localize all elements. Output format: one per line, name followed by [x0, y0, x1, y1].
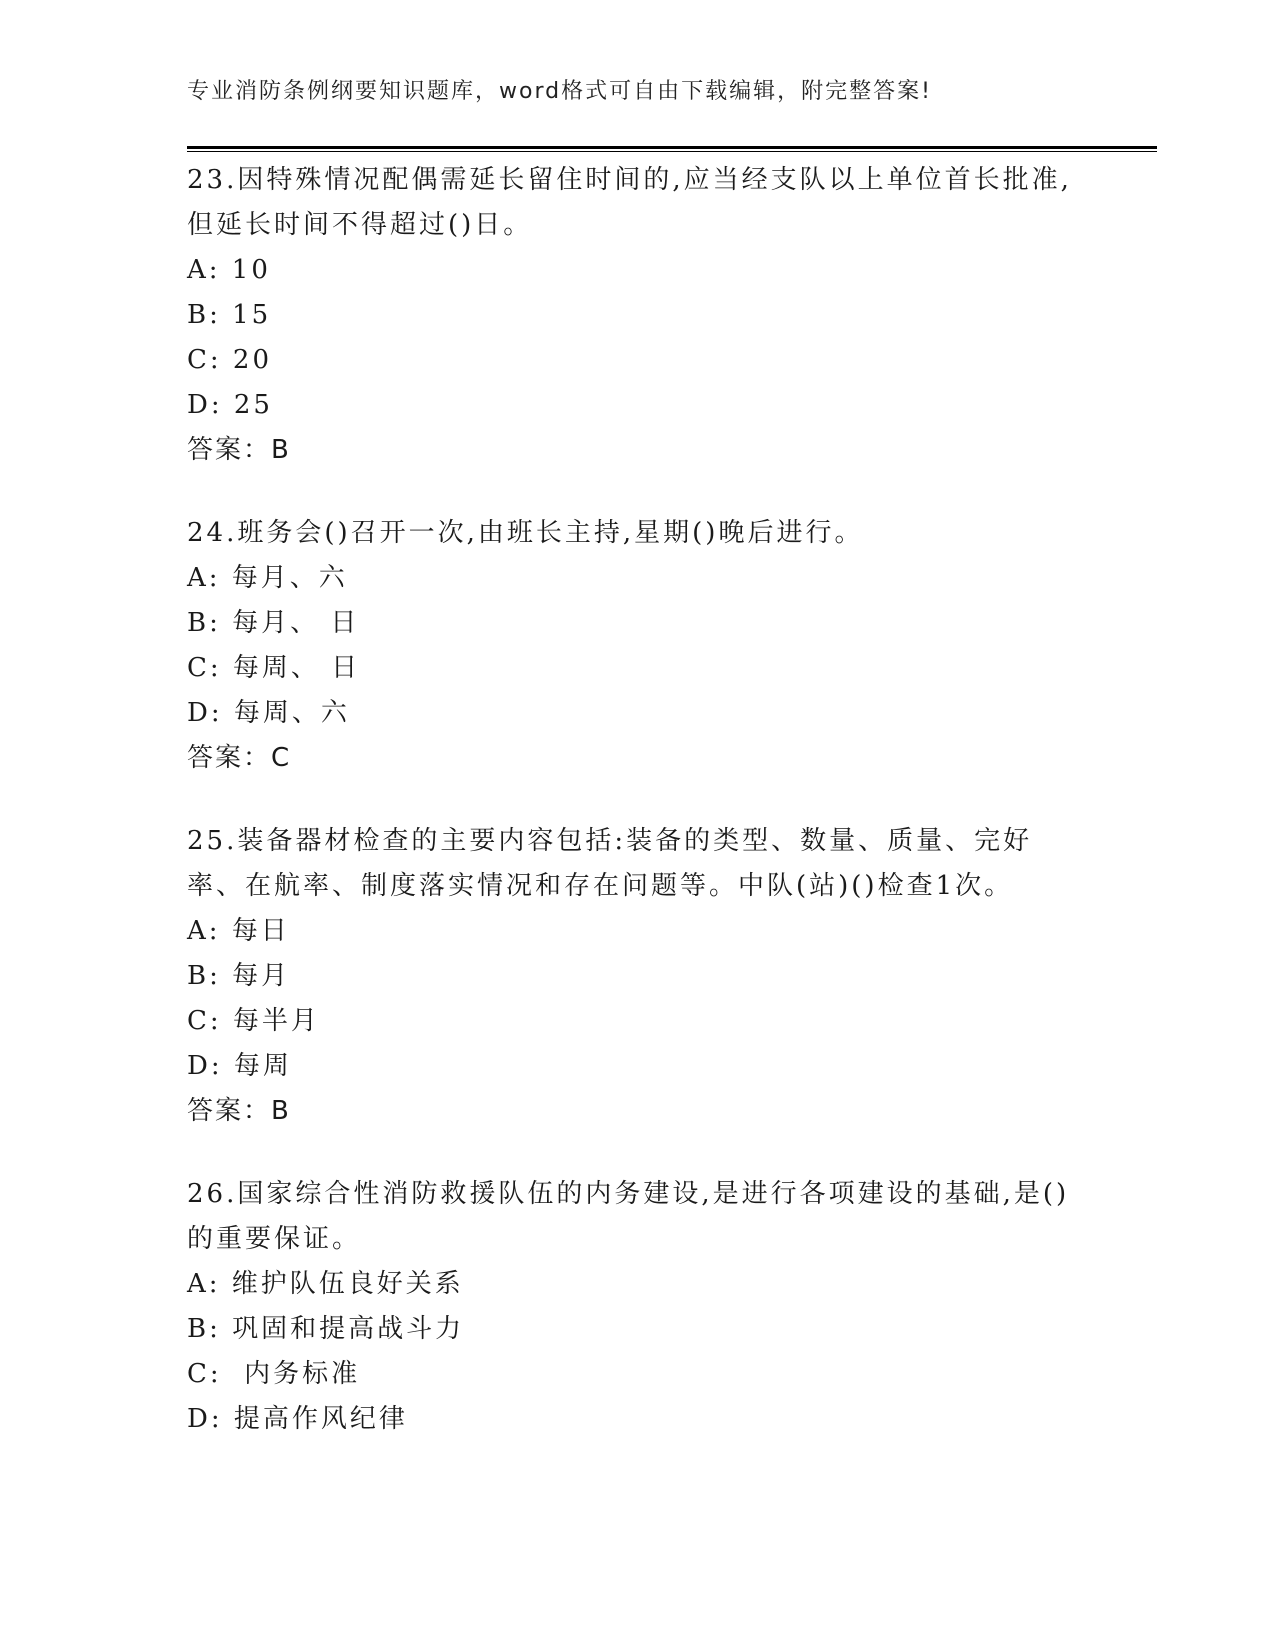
header-note: 专业消防条例纲要知识题库，word格式可自由下载编辑，附完整答案! [187, 79, 932, 104]
option-a: A: 维护队伍良好关系 [187, 1269, 464, 1299]
question-stem: 26.国家综合性消防救援队伍的内务建设,是进行各项建设的基础,是()的重要保证。 [187, 1179, 1070, 1254]
question-23 [187, 158, 1087, 473]
option-d: D: 25 [187, 390, 273, 420]
answer-line: 答案：C [187, 743, 292, 773]
option-d: D: 提高作风纪律 [187, 1404, 408, 1434]
option-b: B: 每月 [187, 961, 291, 991]
question-25 [187, 819, 1087, 1134]
header-rule-thin [187, 151, 1157, 152]
question-list [187, 158, 1087, 1480]
question-26 [187, 1172, 1087, 1442]
option-c: C: 每半月 [187, 1006, 320, 1036]
option-b: B: 15 [187, 300, 272, 330]
option-c: C: 每周、 日 [187, 653, 361, 683]
option-b: B: 巩固和提高战斗力 [187, 1314, 465, 1344]
option-a: A: 10 [187, 255, 271, 285]
option-d: D: 每周、六 [187, 698, 350, 728]
option-b: B: 每月、 日 [187, 608, 360, 638]
answer-line: 答案：B [187, 1096, 291, 1126]
answer-line: 答案：B [187, 435, 291, 465]
option-a: A: 每月、六 [187, 563, 348, 593]
option-d: D: 每周 [187, 1051, 292, 1081]
question-stem: 23.因特殊情况配偶需延长留住时间的,应当经支队以上单位首长批准,但延长时间不得超过()日。 [187, 165, 1072, 240]
header-rule-thick [187, 146, 1157, 149]
question-stem: 24.班务会()召开一次,由班长主持,星期()晚后进行。 [187, 518, 864, 548]
option-a: A: 每日 [187, 916, 290, 946]
question-24 [187, 511, 1087, 781]
option-c: C: 20 [187, 345, 273, 375]
option-c: C: 内务标准 [187, 1359, 361, 1389]
question-stem: 25.装备器材检查的主要内容包括:装备的类型、数量、质量、完好率、在航率、制度落实情况和存在问题等。中队(站)()检查1次。 [187, 826, 1033, 901]
